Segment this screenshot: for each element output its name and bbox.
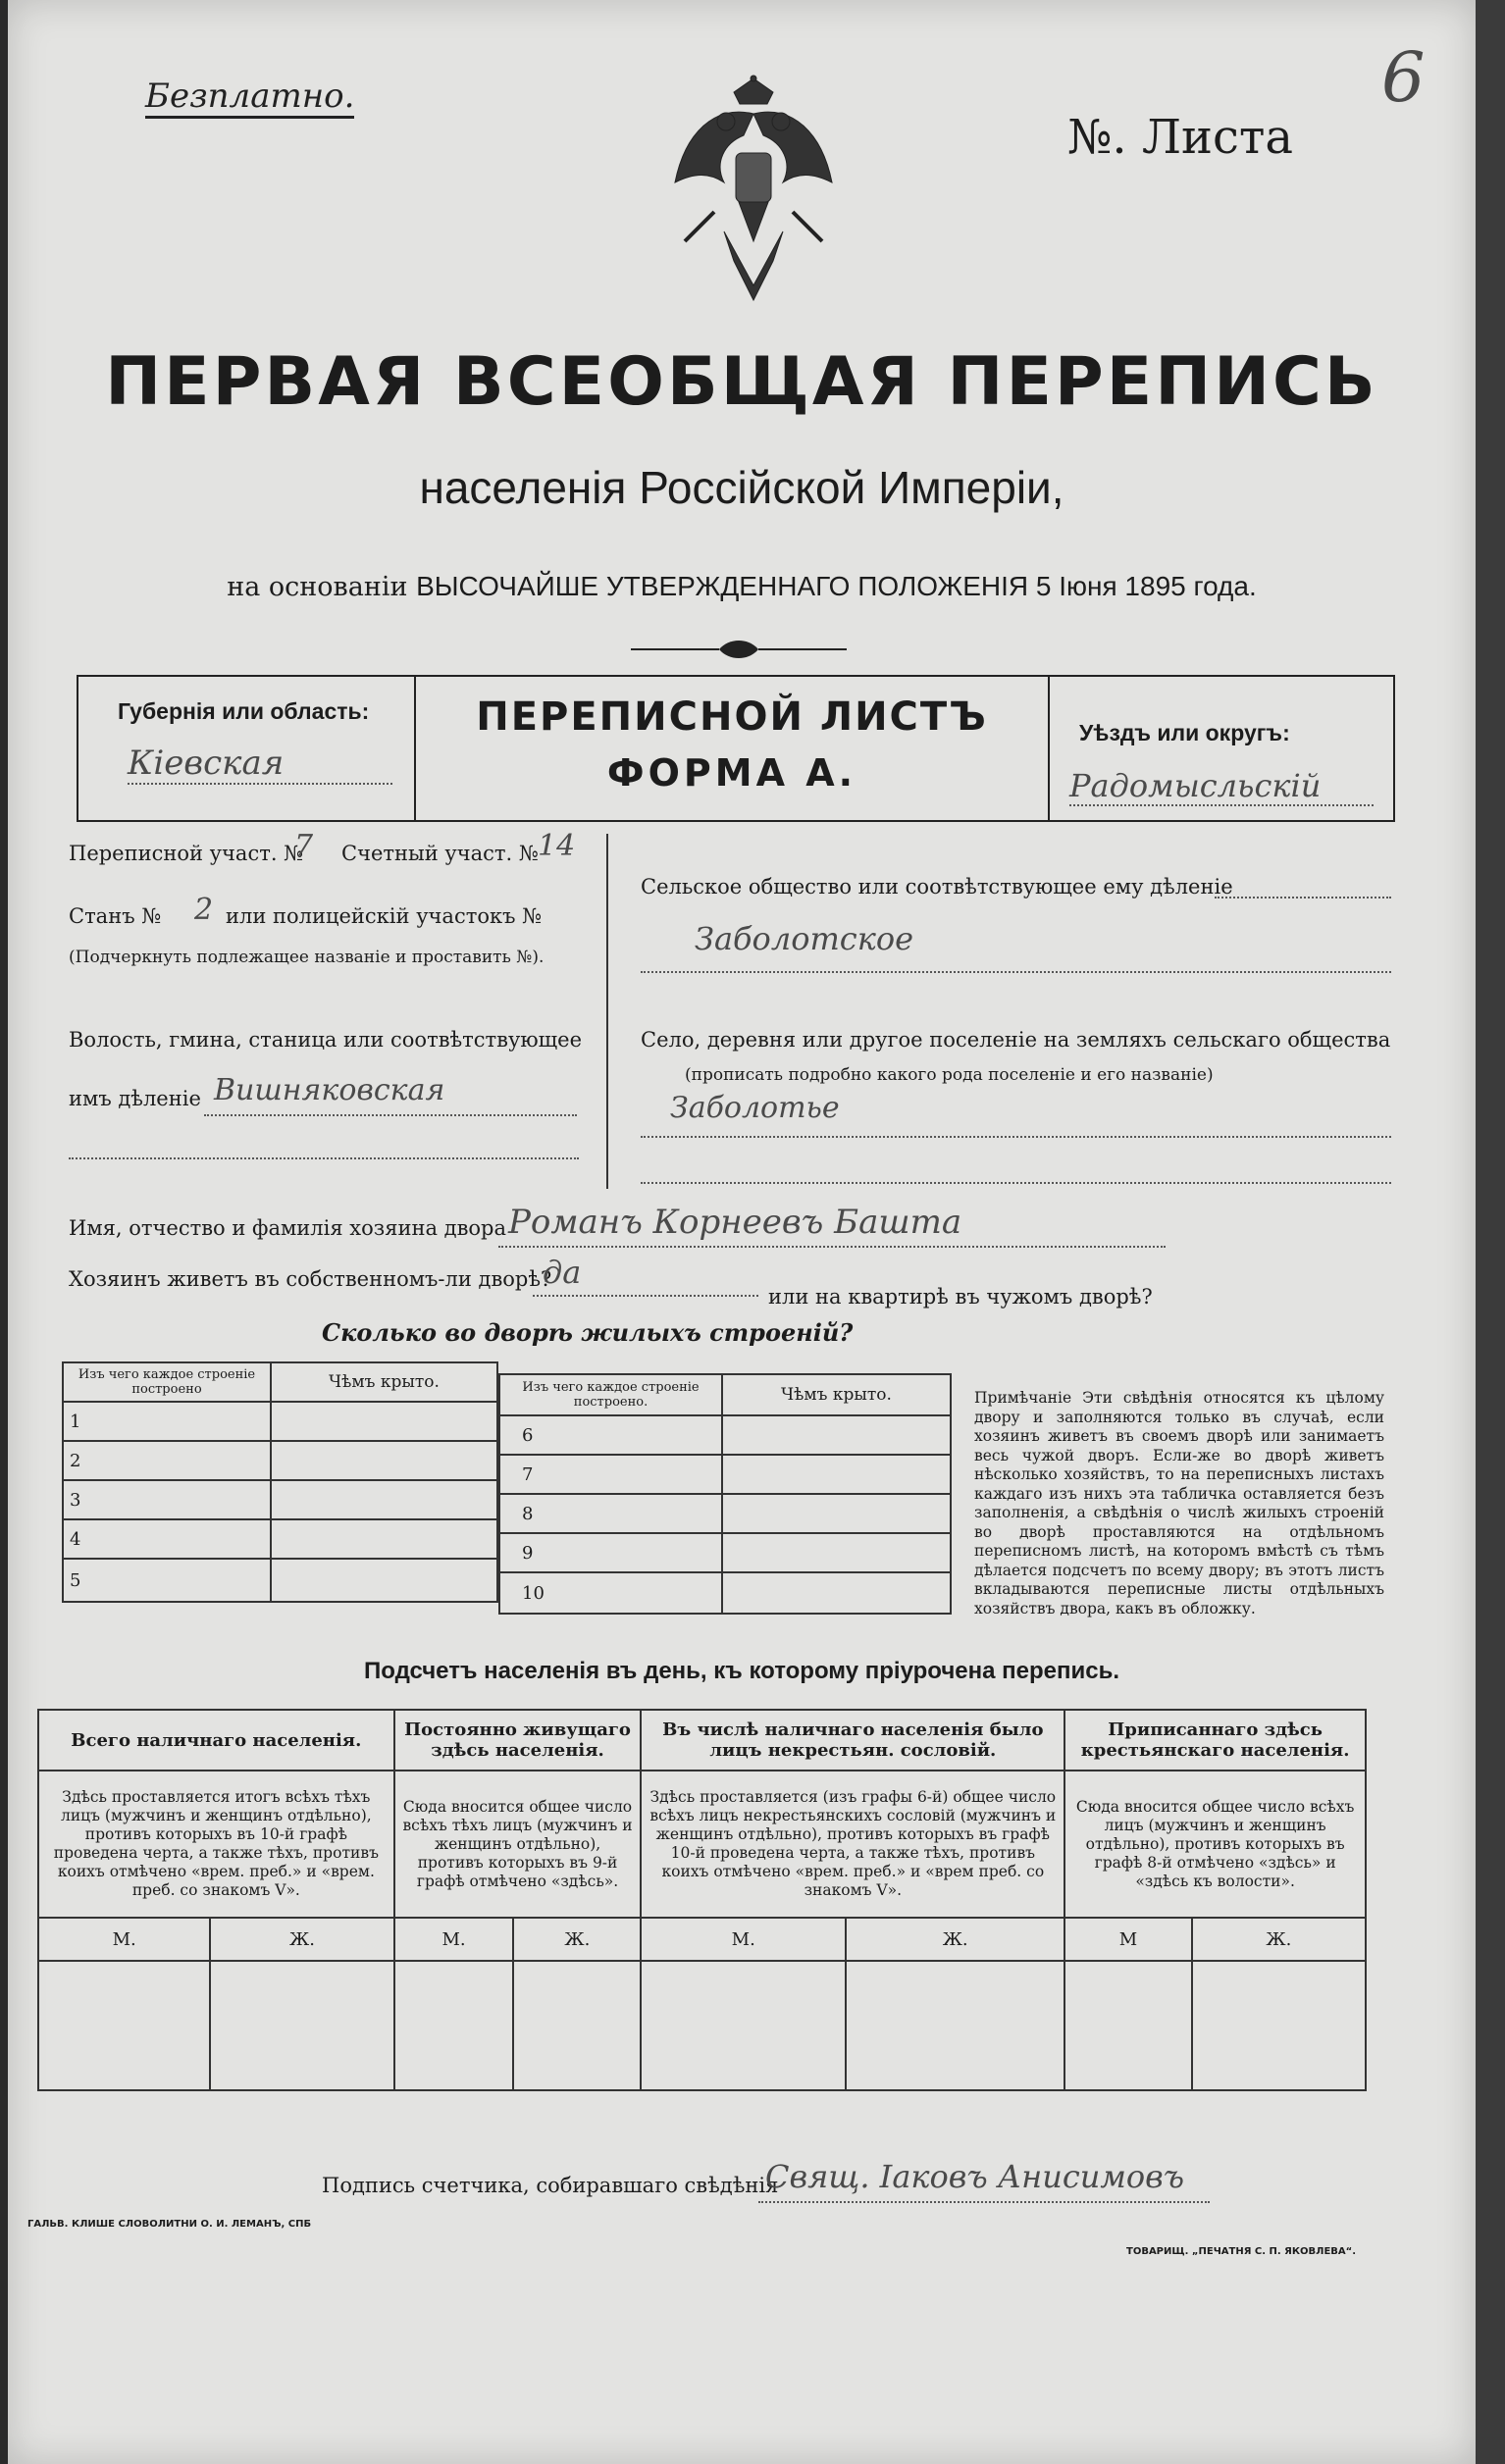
- female-header: Ж.: [1192, 1918, 1366, 1961]
- male-header: М.: [641, 1918, 846, 1961]
- village-note: (прописать подробно какого рода поселеніе и его названіе): [685, 1065, 1214, 1085]
- village-line: [641, 1136, 1391, 1138]
- buildings-row-number: 9: [499, 1533, 722, 1572]
- buildings-table-right: [498, 1373, 952, 1615]
- printer-left: ГАЛЬВ. КЛИШЕ СЛОВОЛИТНИ О. И. ЛЕМАНЪ, СПБ: [27, 2219, 312, 2230]
- stan-value: 2: [194, 893, 214, 927]
- form-box-divider-right: [1048, 677, 1050, 820]
- free-label: Безплатно.: [145, 77, 354, 119]
- population-cell: [1064, 1961, 1192, 2090]
- census-sheet: [8, 0, 1476, 2464]
- form-title: ПЕРЕПИСНОЙ ЛИСТЪ: [476, 694, 988, 740]
- population-heading: Подсчетъ населенія въ день, къ которому пріурочена перепись.: [364, 1658, 1119, 1684]
- census-sector-value: 7: [294, 829, 314, 863]
- population-col-desc: Сюда вносится общее число всѣхъ лицъ (мужчинъ и женщинъ отдѣльно), противъ которыхъ въ графѣ 8-й отмѣчено «здѣсь» и «здѣсь къ волости».: [1064, 1771, 1366, 1918]
- male-header: М.: [38, 1918, 210, 1961]
- ornament-divider: [631, 638, 847, 661]
- population-cell: [210, 1961, 393, 2090]
- male-header: М.: [394, 1918, 514, 1961]
- form-box: [77, 675, 1395, 822]
- society-line-2: [641, 971, 1391, 973]
- population-cell: [1192, 1961, 1366, 2090]
- stan-label: Станъ №: [69, 904, 162, 928]
- buildings-row-number: 4: [63, 1519, 271, 1559]
- population-col-title: Постоянно живущаго здѣсь населенія.: [394, 1710, 642, 1771]
- own-yard-value: да: [543, 1254, 582, 1291]
- society-line: [1215, 897, 1391, 898]
- province-label: Губернія или область:: [118, 698, 370, 724]
- population-cell: [513, 1961, 641, 2090]
- buildings-row-number: 8: [499, 1494, 722, 1533]
- buildings-col-roof-right: Чѣмъ крыто.: [722, 1374, 951, 1415]
- owner-name-line: [498, 1246, 1166, 1248]
- male-header: М: [1064, 1918, 1192, 1961]
- volost-value: Вишняковская: [214, 1073, 445, 1107]
- own-yard-line: [533, 1295, 758, 1297]
- basis-prefix: на основаніи: [227, 572, 408, 602]
- society-value: Заболотское: [695, 920, 914, 957]
- owner-name-value: Романъ Корнеевъ Башта: [508, 1203, 962, 1242]
- village-line-2: [641, 1182, 1391, 1184]
- population-col-desc: Сюда вносится общее число всѣхъ тѣхъ лицъ (мужчинъ и женщинъ отдѣльно), противъ которыхъ въ 9-й графѣ отмѣчено «здѣсь».: [394, 1771, 642, 1918]
- buildings-col-roof: Чѣмъ крыто.: [271, 1362, 497, 1402]
- buildings-row-number: 3: [63, 1480, 271, 1519]
- police-label: или полицейскій участокъ №: [226, 904, 543, 928]
- population-col-desc: Здѣсь проставляется итогъ всѣхъ тѣхъ лицъ (мужчинъ и женщинъ отдѣльно), противъ которыхъ въ 10-й графѣ проведена черта, а также тѣхъ, противъ коихъ отмѣчено «врем. преб.» и «врем. преб. со знакомъ V».: [38, 1771, 394, 1918]
- own-yard-label: Хозяинъ живетъ въ собственномъ-ли дворѣ?: [69, 1267, 552, 1291]
- stan-note: (Подчеркнуть подлежащее названіе и проставить №).: [69, 948, 545, 967]
- district-value: Радомысльскій: [1069, 767, 1374, 806]
- imperial-eagle-emblem-icon: [655, 75, 852, 320]
- form-letter: ФОРМА А.: [606, 751, 857, 795]
- population-cell: [394, 1961, 514, 2090]
- population-col-title: Всего наличнаго населенія.: [38, 1710, 394, 1771]
- district-label: Уѣздъ или округъ:: [1079, 720, 1290, 745]
- basis-line: [8, 571, 1476, 602]
- buildings-question: Сколько во дворѣ жилыхъ строеній?: [322, 1318, 854, 1347]
- female-header: Ж.: [846, 1918, 1064, 1961]
- population-cell: [846, 1961, 1064, 2090]
- buildings-row-number: 10: [499, 1572, 722, 1614]
- page-title: ПЕРВАЯ ВСЕОБЩАЯ ПЕРЕПИСЬ: [105, 343, 1378, 421]
- printer-right: ТОВАРИЩ. „ПЕЧАТНЯ С. П. ЯКОВЛЕВА“.: [1126, 2246, 1357, 2257]
- signature-value: Свящ. Іаковъ Анисимовъ: [765, 2158, 1185, 2195]
- volost-label-2: имъ дѣленіе: [69, 1087, 201, 1110]
- village-label: Село, деревня или другое поселеніе на земляхъ сельскаго общества: [641, 1028, 1391, 1052]
- fields-separator: [606, 834, 608, 1189]
- volost-line: [204, 1114, 577, 1116]
- count-sector-label: Счетный участ. №: [341, 842, 539, 865]
- buildings-row-number: 2: [63, 1441, 271, 1480]
- volost-line-2: [69, 1157, 579, 1159]
- sheet-number-value: 6: [1381, 37, 1426, 118]
- count-sector-value: 14: [538, 829, 576, 863]
- background-edge: [1476, 0, 1505, 2464]
- page-subtitle: населенія Россійской Имперіи,: [419, 462, 1064, 513]
- society-label: Сельское общество или соотвѣтствующее ему дѣленіе: [641, 875, 1233, 898]
- basis-text: ВЫСОЧАЙШЕ УТВЕРЖДЕННАГО ПОЛОЖЕНІЯ 5 Іюня 1895 года.: [416, 571, 1257, 601]
- province-value: Кіевская: [128, 744, 392, 785]
- buildings-row-number: 5: [63, 1559, 271, 1602]
- village-value: Заболотье: [670, 1091, 840, 1125]
- buildings-row-number: 1: [63, 1402, 271, 1441]
- female-header: Ж.: [210, 1918, 393, 1961]
- signature-line: [758, 2201, 1210, 2203]
- population-cell: [641, 1961, 846, 2090]
- population-table: [37, 1709, 1367, 2091]
- buildings-row-number: 7: [499, 1455, 722, 1494]
- owner-name-label: Имя, отчество и фамилія хозяина двора: [69, 1216, 507, 1240]
- female-header: Ж.: [513, 1918, 641, 1961]
- buildings-table-left: [62, 1361, 498, 1603]
- census-sector-label: Переписной участ. №: [69, 842, 304, 865]
- population-col-desc: Здѣсь проставляется (изъ графы 6-й) общее число всѣхъ лицъ некрестьянскихъ сословій (мужчинъ и женщинъ отдѣльно), противъ которыхъ въ графѣ 10-й проведена черта, а также тѣхъ, противъ коихъ отмѣчено «врем. преб.» и «врем преб. со знакомъ V».: [641, 1771, 1064, 1918]
- other-yard-label: или на квартирѣ въ чужомъ дворѣ?: [768, 1285, 1153, 1309]
- buildings-col-material-right: Изъ чего каждое строеніе построено.: [499, 1374, 722, 1415]
- population-col-title: Приписаннаго здѣсь крестьянскаго населенія.: [1064, 1710, 1366, 1771]
- population-cell: [38, 1961, 210, 2090]
- buildings-col-material: Изъ чего каждое строеніе построено: [63, 1362, 271, 1402]
- buildings-note: Примѣчаніе Эти свѣдѣнія относятся къ цѣлому двору и заполняются только въ случаѣ, если хозяинъ живетъ въ своемъ дворѣ или занимаетъ весь чужой дворъ. Если-же во дворѣ живетъ нѣсколько хозяйствъ, то на переписныхъ листахъ каждаго изъ нихъ эта табличка оставляется безъ заполненія, а свѣдѣнія о числѣ жилыхъ строеній во дворѣ проставляются на отдѣльномъ переписномъ листѣ, на которомъ вмѣстѣ съ тѣмъ дѣлается подсчетъ по всему двору; въ этотъ листъ вкладываются переписные листы отдѣльныхъ хозяйствъ двора, какъ въ обложку.: [974, 1389, 1384, 1617]
- buildings-row-number: 6: [499, 1415, 722, 1455]
- signature-label: Подпись счетчика, собиравшаго свѣдѣнія: [322, 2174, 779, 2197]
- volost-label: Волость, гмина, станица или соотвѣтствующее: [69, 1028, 583, 1052]
- population-col-title: Въ числѣ наличнаго населенія было лицъ некрестьян. сословій.: [641, 1710, 1064, 1771]
- sheet-number-label: №. Листа: [1067, 110, 1294, 165]
